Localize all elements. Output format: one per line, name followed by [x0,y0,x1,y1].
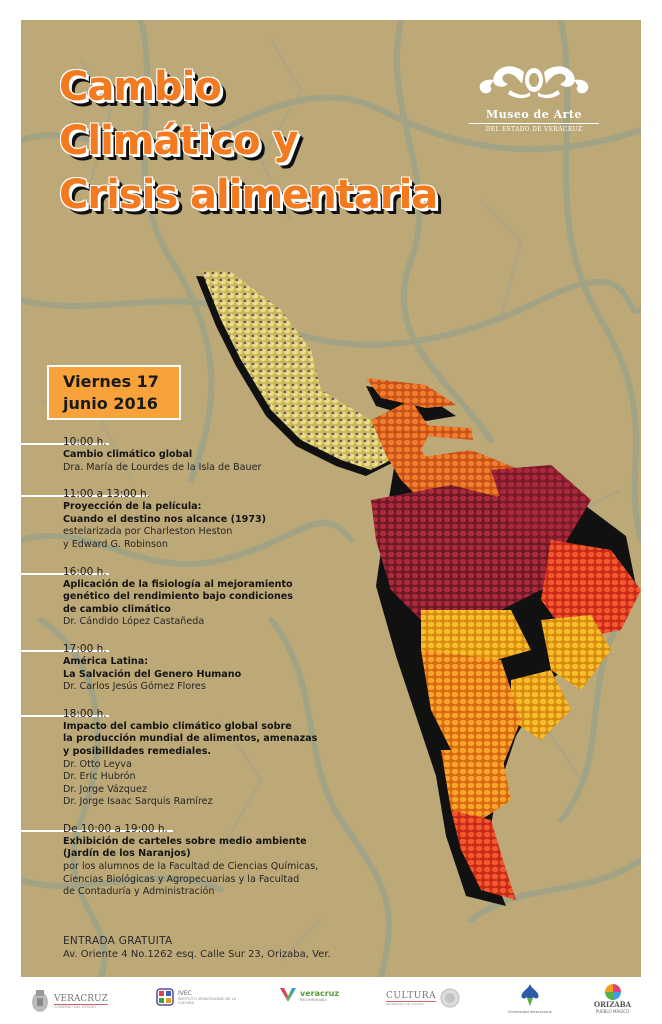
logo-name: IVEC [178,989,192,997]
event-detail: de Contaduría y Administración [63,886,215,898]
event-speaker: Dr. Jorge Vázquez [63,783,147,795]
date-box [47,365,181,420]
logo-sub: PUEBLO MÁGICO [595,1009,630,1014]
event-title: la producción mundial de alimentos, amenazas [63,733,318,745]
title-line-3: Crisis alimentaria [59,172,438,218]
logo-universidad-veracruzana [508,984,552,1014]
event-speaker: Dr. Otto Leyva [63,758,132,770]
event-time: 18:00 h. [63,707,107,720]
event-detail: estelarizada por Charleston Heston [63,526,233,538]
mexico-seal-icon [440,988,460,1008]
poster [21,20,641,977]
venue-info [63,935,331,961]
museum-logo [469,60,599,133]
title-line-1: Cambio [59,64,221,110]
logo-sub: INCOMPARABLE [300,997,328,1002]
logo-name: Universidad Veracruzana [508,1010,552,1014]
ivec-icon [156,988,174,1006]
logo-name: ORIZABA [594,1000,632,1009]
poster-title [59,60,437,222]
event-item [21,817,361,899]
event-detail: por los alumnos de la Facultad de Ciencias Químicas, [63,861,319,873]
event-speaker: Dr. Jorge Isaac Sarquis Ramírez [63,796,213,808]
logo-name: VERACRUZ [54,993,108,1004]
logo-sub: INSTITUTO VERACRUZANO DE LA CULTURA [178,996,237,1005]
free-entry-label: ENTRADA GRATUITA [63,935,173,947]
orizaba-pinwheel-icon [605,984,621,1000]
event-title: Exhibición de carteles sobre medio ambiente [63,835,307,847]
event-item [21,560,361,629]
event-item [21,702,361,809]
event-speaker: Dr. Carlos Jesús Gómez Flores [63,681,206,693]
logo-sub: GOBIERNO DEL ESTADO [54,1004,97,1009]
event-title: Proyección de la película: [63,501,202,513]
event-title: Aplicación de la fisiología al mejoramiento [63,578,293,590]
date-line-1: Viernes 17 [63,371,159,391]
date-line-2: junio 2016 [63,393,158,413]
veracruz-v-icon [280,988,296,1002]
event-schedule [21,430,361,907]
event-time: 10:00 h. [63,436,107,448]
event-title: de cambio climático [63,603,171,615]
event-item [21,637,361,694]
event-speaker: Dr. Eric Hubrón [63,771,136,783]
museum-subtitle: DEL ESTADO DE VERACRUZ [485,126,583,133]
event-title: y posibilidades remediales. [63,745,212,757]
event-title: Cambio climático global [63,449,193,460]
venue-address: Av. Oriente 4 No.1262 esq. Calle Sur 23, Orizaba, Ver. [63,949,331,960]
event-speaker: Dr. Cándido López Castañeda [63,616,205,628]
event-item [21,482,361,551]
event-time: De 10:00 a 19:00 h. [63,822,168,835]
logo-veracruz-gobierno [30,988,108,1014]
museum-name: Museo de Arte [469,108,599,124]
title-line-2: Climático y [59,118,298,164]
event-detail: y Edward G. Robinson [63,538,168,550]
event-speaker: Dra. María de Lourdes de la Isla de Bauer [63,461,262,473]
event-item [21,430,361,474]
uv-fleur-icon [520,984,540,1010]
event-time: 16:00 h. [63,565,107,578]
sponsor-logos [0,982,662,1024]
ornament-crest-icon [474,60,594,102]
logo-sub: SECRETARÍA DE CULTURA [386,1001,436,1006]
event-time: 11:00 a 13:00 h. [63,488,150,501]
event-title: genético del rendimiento bajo condiciones [63,591,294,603]
state-seal-icon [30,988,50,1014]
logo-ivec [156,988,248,1006]
event-title: Cuando el destino nos alcance (1973) [63,513,267,525]
event-title: Impacto del cambio climático global sobre [63,720,292,732]
logo-veracruz-incomparable [280,988,339,1002]
logo-orizaba [594,984,631,1014]
event-title: (Jardín de los Naranjos) [63,848,191,860]
logo-cultura [386,988,460,1008]
event-detail: Ciencias Biológicas y Agropecuarias y la Facultad [63,873,300,885]
logo-name: CULTURA [386,990,437,1001]
logo-name: veracruz [300,988,340,998]
event-title: América Latina: [63,655,149,667]
event-time: 17:00 h. [63,642,107,655]
event-title: La Salvación del Genero Humano [63,668,242,680]
